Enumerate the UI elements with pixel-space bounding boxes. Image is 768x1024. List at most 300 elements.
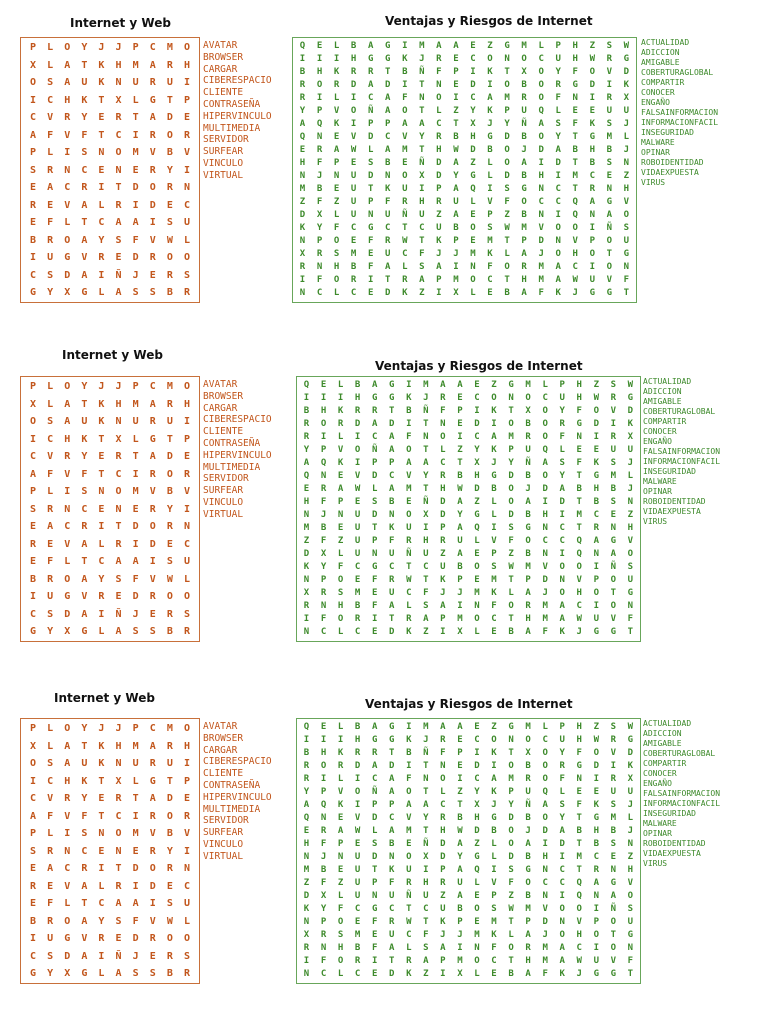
grid-letter: Q: [320, 800, 327, 810]
grid-letter: K: [559, 969, 565, 979]
grid-letter: T: [402, 223, 408, 233]
grid-letter: U: [436, 223, 442, 233]
grid-letter: D: [132, 521, 139, 532]
grid-row: [301, 588, 636, 599]
grid-letter: C: [491, 956, 497, 966]
grid-letter: A: [525, 627, 531, 637]
grid-row: [27, 846, 193, 858]
grid-letter: S: [606, 119, 613, 129]
grid-letter: P: [371, 536, 378, 546]
grid-letter: S: [606, 41, 613, 51]
grid-letter: V: [64, 880, 71, 892]
grid-letter: M: [610, 813, 617, 823]
grid-letter: A: [81, 269, 88, 281]
grid-letter: Z: [453, 106, 459, 116]
grid-letter: Y: [47, 968, 54, 979]
grid-letter: R: [115, 451, 122, 462]
grid-letter: P: [132, 381, 139, 392]
word-list-item: AVATAR: [203, 379, 238, 390]
grid-letter: Z: [491, 722, 497, 732]
grid-letter: K: [487, 249, 493, 259]
puzzle2-title: Ventajas y Riesgos de Internet: [385, 14, 593, 28]
grid-row: [27, 811, 193, 823]
grid-letter: T: [406, 904, 412, 914]
grid-letter: P: [525, 917, 531, 927]
grid-letter: M: [525, 904, 531, 914]
grid-letter: O: [337, 917, 344, 927]
grid-letter: U: [385, 249, 391, 259]
grid-letter: L: [508, 930, 514, 940]
grid-letter: I: [98, 521, 105, 532]
grid-letter: N: [610, 523, 617, 533]
grid-letter: C: [64, 863, 71, 874]
grid-letter: I: [303, 614, 310, 624]
grid-letter: J: [115, 381, 122, 392]
grid-letter: X: [521, 67, 527, 77]
grid-letter: J: [627, 484, 634, 494]
grid-letter: C: [538, 197, 544, 207]
grid-letter: O: [508, 484, 514, 494]
grid-letter: G: [149, 433, 156, 445]
grid-letter: D: [504, 171, 510, 181]
grid-letter: I: [29, 775, 37, 787]
grid-letter: N: [440, 419, 446, 429]
grid-letter: D: [627, 406, 634, 416]
grid-letter: N: [299, 288, 306, 298]
grid-letter: C: [354, 627, 361, 637]
grid-letter: U: [166, 416, 173, 427]
grid-letter: L: [132, 94, 139, 106]
grid-letter: V: [149, 915, 156, 927]
grid-row: [297, 158, 632, 169]
grid-letter: L: [627, 813, 634, 823]
grid-letter: W: [589, 54, 595, 64]
grid-letter: B: [453, 223, 459, 233]
grid-letter: A: [371, 761, 378, 771]
grid-letter: N: [320, 471, 327, 481]
grid-letter: N: [389, 852, 395, 862]
grid-letter: Y: [81, 451, 88, 462]
grid-letter: I: [402, 80, 408, 90]
grid-letter: H: [436, 145, 442, 155]
grid-row: [301, 787, 636, 798]
grid-letter: I: [491, 419, 497, 429]
grid-letter: K: [491, 588, 497, 598]
grid-letter: O: [576, 562, 582, 572]
grid-letter: C: [115, 810, 122, 822]
grid-letter: J: [542, 930, 548, 940]
grid-letter: C: [47, 775, 54, 787]
grid-letter: I: [299, 275, 306, 285]
grid-letter: B: [606, 145, 613, 155]
grid-letter: F: [508, 878, 514, 888]
grid-letter: O: [508, 761, 514, 771]
grid-letter: T: [419, 106, 425, 116]
grid-letter: I: [337, 735, 344, 745]
grid-letter: D: [508, 471, 514, 481]
grid-letter: A: [525, 497, 531, 507]
grid-letter: N: [627, 601, 634, 611]
grid-letter: G: [589, 132, 595, 142]
grid-letter: G: [81, 626, 88, 637]
grid-letter: O: [542, 748, 548, 758]
grid-letter: D: [132, 182, 139, 193]
word-list-item: ENGAÑO: [643, 779, 672, 788]
grid-letter: L: [183, 915, 190, 927]
grid-letter: L: [627, 471, 634, 481]
grid-letter: F: [385, 197, 391, 207]
grid-letter: B: [521, 80, 527, 90]
grid-letter: O: [525, 393, 531, 403]
grid-letter: A: [149, 59, 156, 71]
grid-letter: T: [98, 129, 105, 141]
grid-letter: V: [627, 536, 634, 546]
grid-letter: E: [470, 210, 476, 220]
grid-letter: H: [333, 262, 340, 272]
grid-letter: J: [627, 458, 634, 468]
grid-letter: D: [64, 608, 71, 620]
grid-letter: T: [81, 740, 88, 752]
grid-letter: V: [81, 252, 88, 263]
grid-letter: Y: [303, 787, 310, 797]
grid-letter: A: [453, 184, 459, 194]
grid-letter: G: [593, 813, 599, 823]
grid-letter: H: [576, 735, 582, 745]
grid-letter: E: [183, 793, 190, 804]
grid-letter: D: [64, 950, 71, 962]
grid-row: [301, 878, 636, 889]
grid-row: [27, 933, 193, 945]
grid-letter: S: [423, 601, 429, 611]
grid-letter: J: [453, 249, 459, 259]
grid-letter: A: [525, 839, 531, 849]
grid-letter: R: [98, 591, 105, 602]
grid-letter: L: [64, 217, 71, 228]
grid-letter: A: [303, 458, 310, 468]
grid-letter: F: [47, 556, 54, 567]
grid-letter: R: [402, 275, 408, 285]
grid-letter: A: [81, 234, 88, 246]
grid-letter: B: [610, 484, 617, 494]
grid-letter: A: [555, 145, 561, 155]
grid-letter: J: [525, 484, 531, 494]
word-list-item: SERVIDOR: [203, 473, 249, 485]
word-list-item: HIPERVINCULO: [203, 449, 272, 461]
grid-letter: U: [132, 758, 139, 769]
grid-letter: H: [303, 497, 310, 507]
grid-letter: G: [589, 288, 595, 298]
grid-letter: N: [593, 891, 599, 901]
grid-letter: J: [542, 588, 548, 598]
grid-letter: O: [521, 54, 527, 64]
grid-letter: R: [610, 774, 617, 784]
grid-letter: C: [350, 288, 357, 298]
grid-letter: L: [47, 828, 54, 839]
grid-letter: A: [367, 80, 374, 90]
grid-letter: I: [440, 627, 446, 637]
grid-row: [27, 504, 193, 516]
grid-letter: E: [316, 41, 323, 51]
grid-letter: N: [576, 432, 582, 442]
grid-letter: D: [149, 199, 156, 211]
grid-letter: C: [183, 199, 190, 211]
grid-letter: I: [559, 510, 565, 520]
grid-letter: N: [627, 839, 634, 849]
grid-letter: Y: [299, 106, 306, 116]
grid-letter: S: [183, 608, 190, 620]
grid-letter: A: [542, 458, 548, 468]
grid-letter: L: [98, 968, 105, 979]
grid-letter: U: [166, 758, 173, 769]
grid-letter: C: [64, 521, 71, 532]
grid-letter: E: [299, 145, 306, 155]
grid-letter: Q: [474, 865, 480, 875]
grid-letter: V: [81, 933, 88, 944]
grid-letter: B: [389, 497, 395, 507]
grid-letter: K: [402, 288, 408, 298]
grid-letter: A: [491, 774, 497, 784]
grid-letter: Y: [423, 471, 429, 481]
grid-letter: I: [371, 614, 378, 624]
grid-letter: N: [627, 497, 634, 507]
grid-letter: A: [371, 380, 378, 390]
grid-letter: I: [320, 432, 327, 442]
grid-letter: R: [320, 588, 327, 598]
grid-row: [301, 562, 636, 573]
grid-letter: N: [183, 182, 190, 193]
grid-letter: I: [316, 54, 323, 64]
grid-letter: S: [555, 119, 561, 129]
grid-letter: Z: [457, 787, 463, 797]
grid-letter: G: [606, 197, 613, 207]
grid-letter: V: [491, 878, 497, 888]
grid-letter: H: [470, 132, 476, 142]
grid-letter: F: [389, 536, 395, 546]
grid-row: [297, 184, 632, 195]
grid-letter: K: [487, 67, 493, 77]
grid-letter: D: [389, 627, 395, 637]
grid-letter: H: [354, 393, 361, 403]
grid-letter: R: [166, 521, 173, 532]
grid-letter: B: [457, 904, 463, 914]
grid-letter: W: [453, 145, 459, 155]
grid-letter: W: [572, 275, 578, 285]
grid-letter: N: [183, 863, 190, 874]
grid-letter: D: [474, 761, 480, 771]
grid-letter: R: [406, 878, 412, 888]
grid-letter: T: [367, 184, 374, 194]
grid-letter: O: [542, 406, 548, 416]
grid-letter: I: [457, 601, 463, 611]
grid-letter: F: [81, 468, 88, 480]
grid-letter: L: [406, 943, 412, 953]
grid-letter: X: [525, 406, 531, 416]
grid-letter: Z: [440, 891, 446, 901]
grid-letter: M: [402, 145, 408, 155]
grid-letter: R: [371, 406, 378, 416]
grid-letter: C: [29, 608, 37, 620]
grid-letter: S: [47, 416, 54, 427]
grid-letter: I: [491, 761, 497, 771]
grid-letter: B: [406, 406, 412, 416]
grid-letter: A: [149, 112, 156, 123]
grid-letter: K: [303, 904, 310, 914]
grid-letter: U: [525, 445, 531, 455]
grid-letter: W: [354, 484, 361, 494]
grid-letter: I: [29, 933, 37, 944]
grid-letter: U: [623, 106, 630, 116]
grid-letter: U: [47, 591, 54, 602]
grid-letter: B: [354, 943, 361, 953]
grid-letter: I: [183, 164, 190, 176]
grid-letter: T: [389, 614, 395, 624]
grid-letter: N: [542, 523, 548, 533]
grid-letter: N: [589, 210, 595, 220]
grid-letter: C: [572, 262, 578, 272]
word-list-item: CONTRASEÑA: [203, 437, 261, 449]
grid-letter: F: [132, 573, 139, 585]
grid-letter: D: [385, 288, 391, 298]
grid-letter: O: [504, 145, 510, 155]
grid-letter: O: [589, 67, 595, 77]
grid-letter: Ñ: [610, 904, 617, 914]
grid-letter: D: [371, 852, 378, 862]
grid-letter: R: [440, 813, 446, 823]
grid-letter: G: [470, 171, 476, 181]
grid-letter: M: [576, 852, 582, 862]
grid-letter: R: [525, 774, 531, 784]
grid-letter: T: [81, 898, 88, 909]
grid-letter: T: [423, 917, 429, 927]
grid-letter: I: [555, 171, 561, 181]
grid-letter: F: [132, 915, 139, 927]
grid-letter: D: [132, 863, 139, 874]
grid-letter: A: [402, 119, 408, 129]
grid-letter: F: [572, 119, 578, 129]
grid-letter: I: [402, 41, 408, 51]
grid-letter: Y: [555, 67, 561, 77]
grid-letter: A: [149, 398, 156, 410]
grid-letter: K: [389, 865, 395, 875]
letter-grid-ventajas-riesgos: [296, 376, 641, 642]
grid-letter: R: [149, 810, 156, 822]
grid-letter: E: [166, 199, 173, 211]
grid-letter: A: [423, 956, 429, 966]
grid-letter: A: [149, 793, 156, 804]
grid-letter: O: [521, 197, 527, 207]
grid-letter: E: [470, 236, 476, 246]
grid-letter: R: [521, 262, 527, 272]
grid-letter: V: [337, 445, 344, 455]
grid-letter: T: [132, 793, 139, 804]
grid-letter: V: [402, 132, 408, 142]
word-list-item: ROBOIDENTIDAD: [641, 158, 704, 167]
grid-letter: L: [98, 880, 105, 892]
grid-letter: R: [320, 930, 327, 940]
word-list-item: VINCULO: [203, 838, 244, 850]
grid-letter: O: [576, 904, 582, 914]
grid-letter: A: [115, 217, 122, 228]
grid-letter: O: [572, 223, 578, 233]
grid-letter: Z: [491, 380, 497, 390]
grid-letter: E: [610, 852, 617, 862]
grid-letter: C: [555, 184, 561, 194]
grid-letter: P: [436, 275, 442, 285]
grid-letter: E: [457, 761, 463, 771]
grid-letter: Q: [576, 549, 582, 559]
grid-letter: Z: [470, 158, 476, 168]
grid-letter: O: [406, 445, 412, 455]
grid-letter: H: [115, 59, 122, 71]
grid-letter: B: [354, 380, 361, 390]
grid-letter: S: [487, 223, 493, 233]
grid-letter: S: [610, 839, 617, 849]
grid-letter: K: [559, 627, 565, 637]
grid-letter: J: [98, 723, 105, 734]
grid-letter: O: [183, 381, 190, 392]
grid-letter: I: [593, 432, 599, 442]
grid-letter: Ñ: [406, 549, 412, 559]
grid-letter: A: [132, 556, 139, 567]
grid-letter: A: [64, 758, 71, 769]
grid-row: [27, 626, 193, 638]
grid-letter: S: [81, 828, 88, 839]
grid-letter: A: [457, 865, 463, 875]
grid-letter: J: [132, 950, 139, 962]
grid-letter: E: [350, 236, 357, 246]
grid-letter: Y: [419, 132, 425, 142]
grid-letter: G: [371, 735, 378, 745]
grid-letter: C: [371, 432, 378, 442]
word-list-item: AMIGABLE: [643, 739, 682, 748]
grid-letter: L: [487, 171, 493, 181]
grid-letter: O: [337, 956, 344, 966]
grid-letter: R: [559, 419, 565, 429]
grid-letter: X: [627, 432, 634, 442]
grid-row: [297, 106, 632, 117]
grid-letter: O: [402, 106, 408, 116]
grid-letter: O: [538, 132, 544, 142]
grid-letter: R: [299, 93, 306, 103]
grid-letter: A: [64, 59, 71, 71]
grid-letter: I: [487, 184, 493, 194]
grid-letter: D: [627, 748, 634, 758]
grid-letter: G: [385, 54, 391, 64]
grid-letter: L: [47, 147, 54, 158]
grid-letter: O: [354, 787, 361, 797]
grid-letter: Ñ: [115, 269, 122, 281]
grid-letter: Q: [303, 471, 310, 481]
word-list-item: OPINAR: [643, 829, 672, 838]
grid-letter: C: [389, 562, 395, 572]
grid-letter: T: [610, 588, 617, 598]
grid-letter: A: [440, 380, 446, 390]
word-list-item: HIPERVINCULO: [203, 110, 272, 122]
grid-letter: E: [98, 112, 105, 123]
grid-letter: R: [303, 774, 310, 784]
word-list-item: COBERTURAGLOBAL: [643, 749, 716, 758]
grid-row: [27, 776, 193, 788]
grid-letter: R: [389, 917, 395, 927]
grid-row: [301, 800, 636, 811]
grid-letter: Z: [303, 878, 310, 888]
grid-letter: X: [457, 969, 463, 979]
grid-letter: H: [320, 406, 327, 416]
grid-letter: T: [132, 112, 139, 123]
grid-letter: P: [183, 433, 190, 445]
grid-letter: F: [320, 497, 327, 507]
grid-letter: S: [371, 497, 378, 507]
